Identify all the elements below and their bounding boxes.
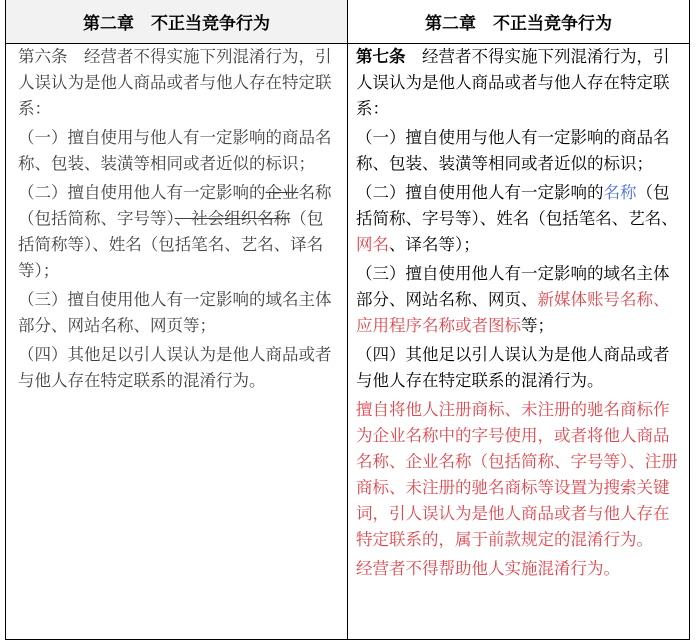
deleted-text: 、社会组织名称 <box>174 209 291 228</box>
new-article-number: 第七条 <box>356 47 406 66</box>
new-article-column <box>356 44 682 582</box>
added-text: 网名 <box>356 235 389 254</box>
new-item-2: （二）擅自使用他人有一定影响的名称（包括简称、字号等）、姓名（包括笔名、艺名、网名、译名等）； <box>356 183 678 254</box>
old-item-2: （二）擅自使用他人有一定影响的企业名称（包括简称、字号等）、社会组织名称（包括简称等）、姓名（包括笔名、艺名、译名等）； <box>18 183 332 280</box>
new-item-4: （四）其他足以引人误认为是他人商品或者与他人存在特定联系的混淆行为。 <box>356 345 670 390</box>
left-column-header: 第二章 不正当竞争行为 <box>6 0 347 43</box>
new-added-paragraph-2: 经营者不得帮助他人实施混淆行为。 <box>356 559 620 578</box>
new-added-paragraph: 擅自将他人注册商标、未注册的驰名商标作为企业名称中的字号使用，或者将他人商品名称、企业名称（包括简称、字号等）、注册商标、未注册的驰名商标等设置为搜索关键词，引人误认为是他人商品或者与他人存在特定联系的，属于前款规定的混淆行为。 <box>356 400 678 549</box>
deleted-text: 企业 <box>265 183 299 202</box>
old-article-number: 第六条 <box>18 47 68 66</box>
modified-text: 名称 <box>603 183 637 202</box>
right-column-header: 第二章 不正当竞争行为 <box>348 0 689 43</box>
added-text: 新媒体账号名称、应用程序名称或者图标 <box>356 290 670 335</box>
new-item-1: （一）擅自使用与他人有一定影响的商品名称、包装、装潢等相同或者近似的标识； <box>356 128 670 173</box>
old-item-4: （四）其他足以引人误认为是他人商品或者与他人存在特定联系的混淆行为。 <box>18 345 332 390</box>
new-item-3: （三）擅自使用他人有一定影响的域名主体部分、网站名称、网页、新媒体账号名称、应用程序名称或者图标等； <box>356 264 670 335</box>
old-item-1: （一）擅自使用与他人有一定影响的商品名称、包装、装潢等相同或者近似的标识； <box>18 128 332 173</box>
old-article-intro: 第六条 经营者不得实施下列混淆行为，引人误认为是他人商品或者与他人存在特定联系： <box>18 47 332 118</box>
new-article-intro: 第七条 经营者不得实施下列混淆行为，引人误认为是他人商品或者与他人存在特定联系： <box>356 47 670 118</box>
comparison-table <box>5 0 690 640</box>
old-article-column <box>18 44 336 394</box>
old-item-3: （三）擅自使用他人有一定影响的域名主体部分、网站名称、网页等； <box>18 290 332 335</box>
column-divider <box>347 0 348 640</box>
